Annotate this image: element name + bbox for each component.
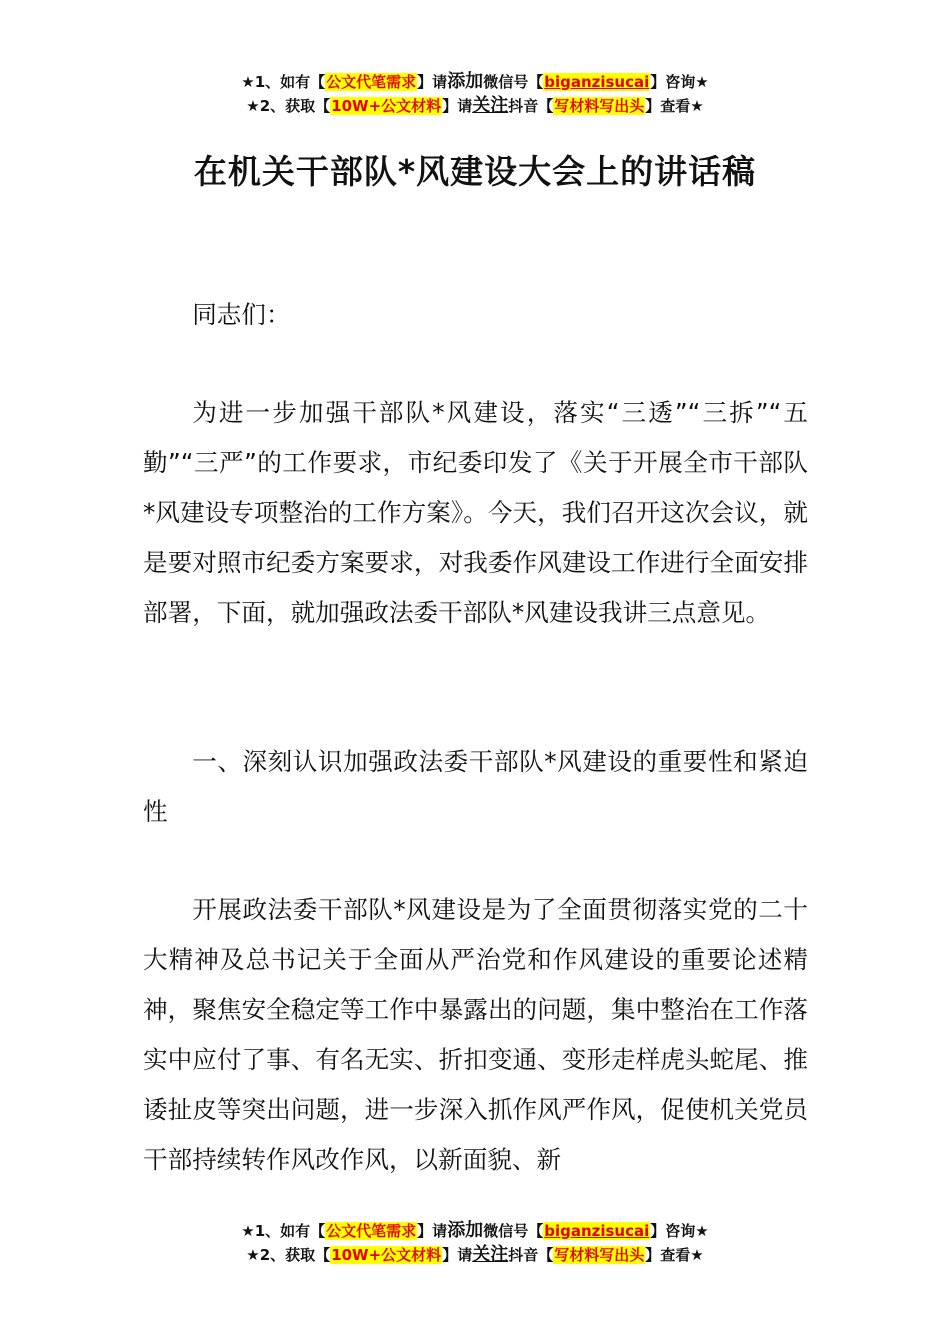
top-banner <box>0 70 950 118</box>
follow-emphasis: 关注 <box>472 95 509 116</box>
banner-text: 微信号【 <box>483 73 544 91</box>
salutation-text: 同志们： <box>192 300 291 329</box>
banner-text: 抖音【 <box>508 97 554 115</box>
add-emphasis: 添加 <box>447 71 484 92</box>
follow-emphasis: 关注 <box>472 1244 509 1265</box>
banner-text: 】请 <box>442 1246 473 1264</box>
banner-text: 】查看★ <box>645 1246 704 1264</box>
salutation <box>143 290 808 340</box>
banner-text: 】查看★ <box>645 97 704 115</box>
banner-line-1 <box>0 70 950 94</box>
banner-line-1 <box>0 1219 950 1243</box>
section-heading-1 <box>143 737 808 837</box>
douyin-account-highlight: 写材料写出头 <box>554 97 645 115</box>
ghostwriting-highlight: 公文代笔需求 <box>326 1222 417 1240</box>
banner-text: ★1、如有【 <box>241 73 326 91</box>
materials-highlight: 10W+公文材料 <box>331 97 442 115</box>
ghostwriting-highlight: 公文代笔需求 <box>326 73 417 91</box>
paragraph-intro-text: 为进一步加强干部队*风建设，落实“三透”“三拆”“五勤”“三严”的工作要求，市纪委印发了《关于开展全市干部队*风建设专项整治的工作方案》。今天，我们召开这次会议，就是要对照市纪委方案要求，对我委作风建设工作进行全面安排部署，下面，就加强政法委干部队*风建设我讲三点意见。 <box>143 398 808 627</box>
banner-text: 】请 <box>417 1222 448 1240</box>
paragraph-intro <box>143 388 808 638</box>
banner-text: ★2、获取【 <box>246 97 331 115</box>
banner-text: 】咨询★ <box>650 73 709 91</box>
banner-text: 微信号【 <box>483 1222 544 1240</box>
add-emphasis: 添加 <box>447 1220 484 1241</box>
paragraph-section-1 <box>143 885 808 1185</box>
materials-highlight: 10W+公文材料 <box>331 1246 442 1264</box>
banner-text: 】请 <box>417 73 448 91</box>
banner-text: 抖音【 <box>508 1246 554 1264</box>
document-title: 在机关干部队*风建设大会上的讲话稿 <box>193 152 757 191</box>
banner-line-2 <box>0 94 950 118</box>
wechat-id-highlight: biganzisucai <box>544 1222 650 1240</box>
banner-line-2 <box>0 1243 950 1267</box>
section-heading-1-text: 一、深刻认识加强政法委干部队*风建设的重要性和紧迫性 <box>143 747 808 826</box>
banner-text: ★2、获取【 <box>246 1246 331 1264</box>
banner-text: 】咨询★ <box>650 1222 709 1240</box>
banner-text: ★1、如有【 <box>241 1222 326 1240</box>
douyin-account-highlight: 写材料写出头 <box>554 1246 645 1264</box>
paragraph-section-1-text: 开展政法委干部队*风建设是为了全面贯彻落实党的二十大精神及总书记关于全面从严治党和作风建设的重要论述精神，聚焦安全稳定等工作中暴露出的问题，集中整治在工作落实中应付了事、有名无实、折扣变通、变形走样虎头蛇尾、推诿扯皮等突出问题，进一步深入抓作风严作风，促使机关党员干部持续转作风改作风，以新面貌、新 <box>143 895 808 1174</box>
bottom-banner <box>0 1219 950 1267</box>
wechat-id-highlight: biganzisucai <box>544 73 650 91</box>
banner-text: 】请 <box>442 97 473 115</box>
